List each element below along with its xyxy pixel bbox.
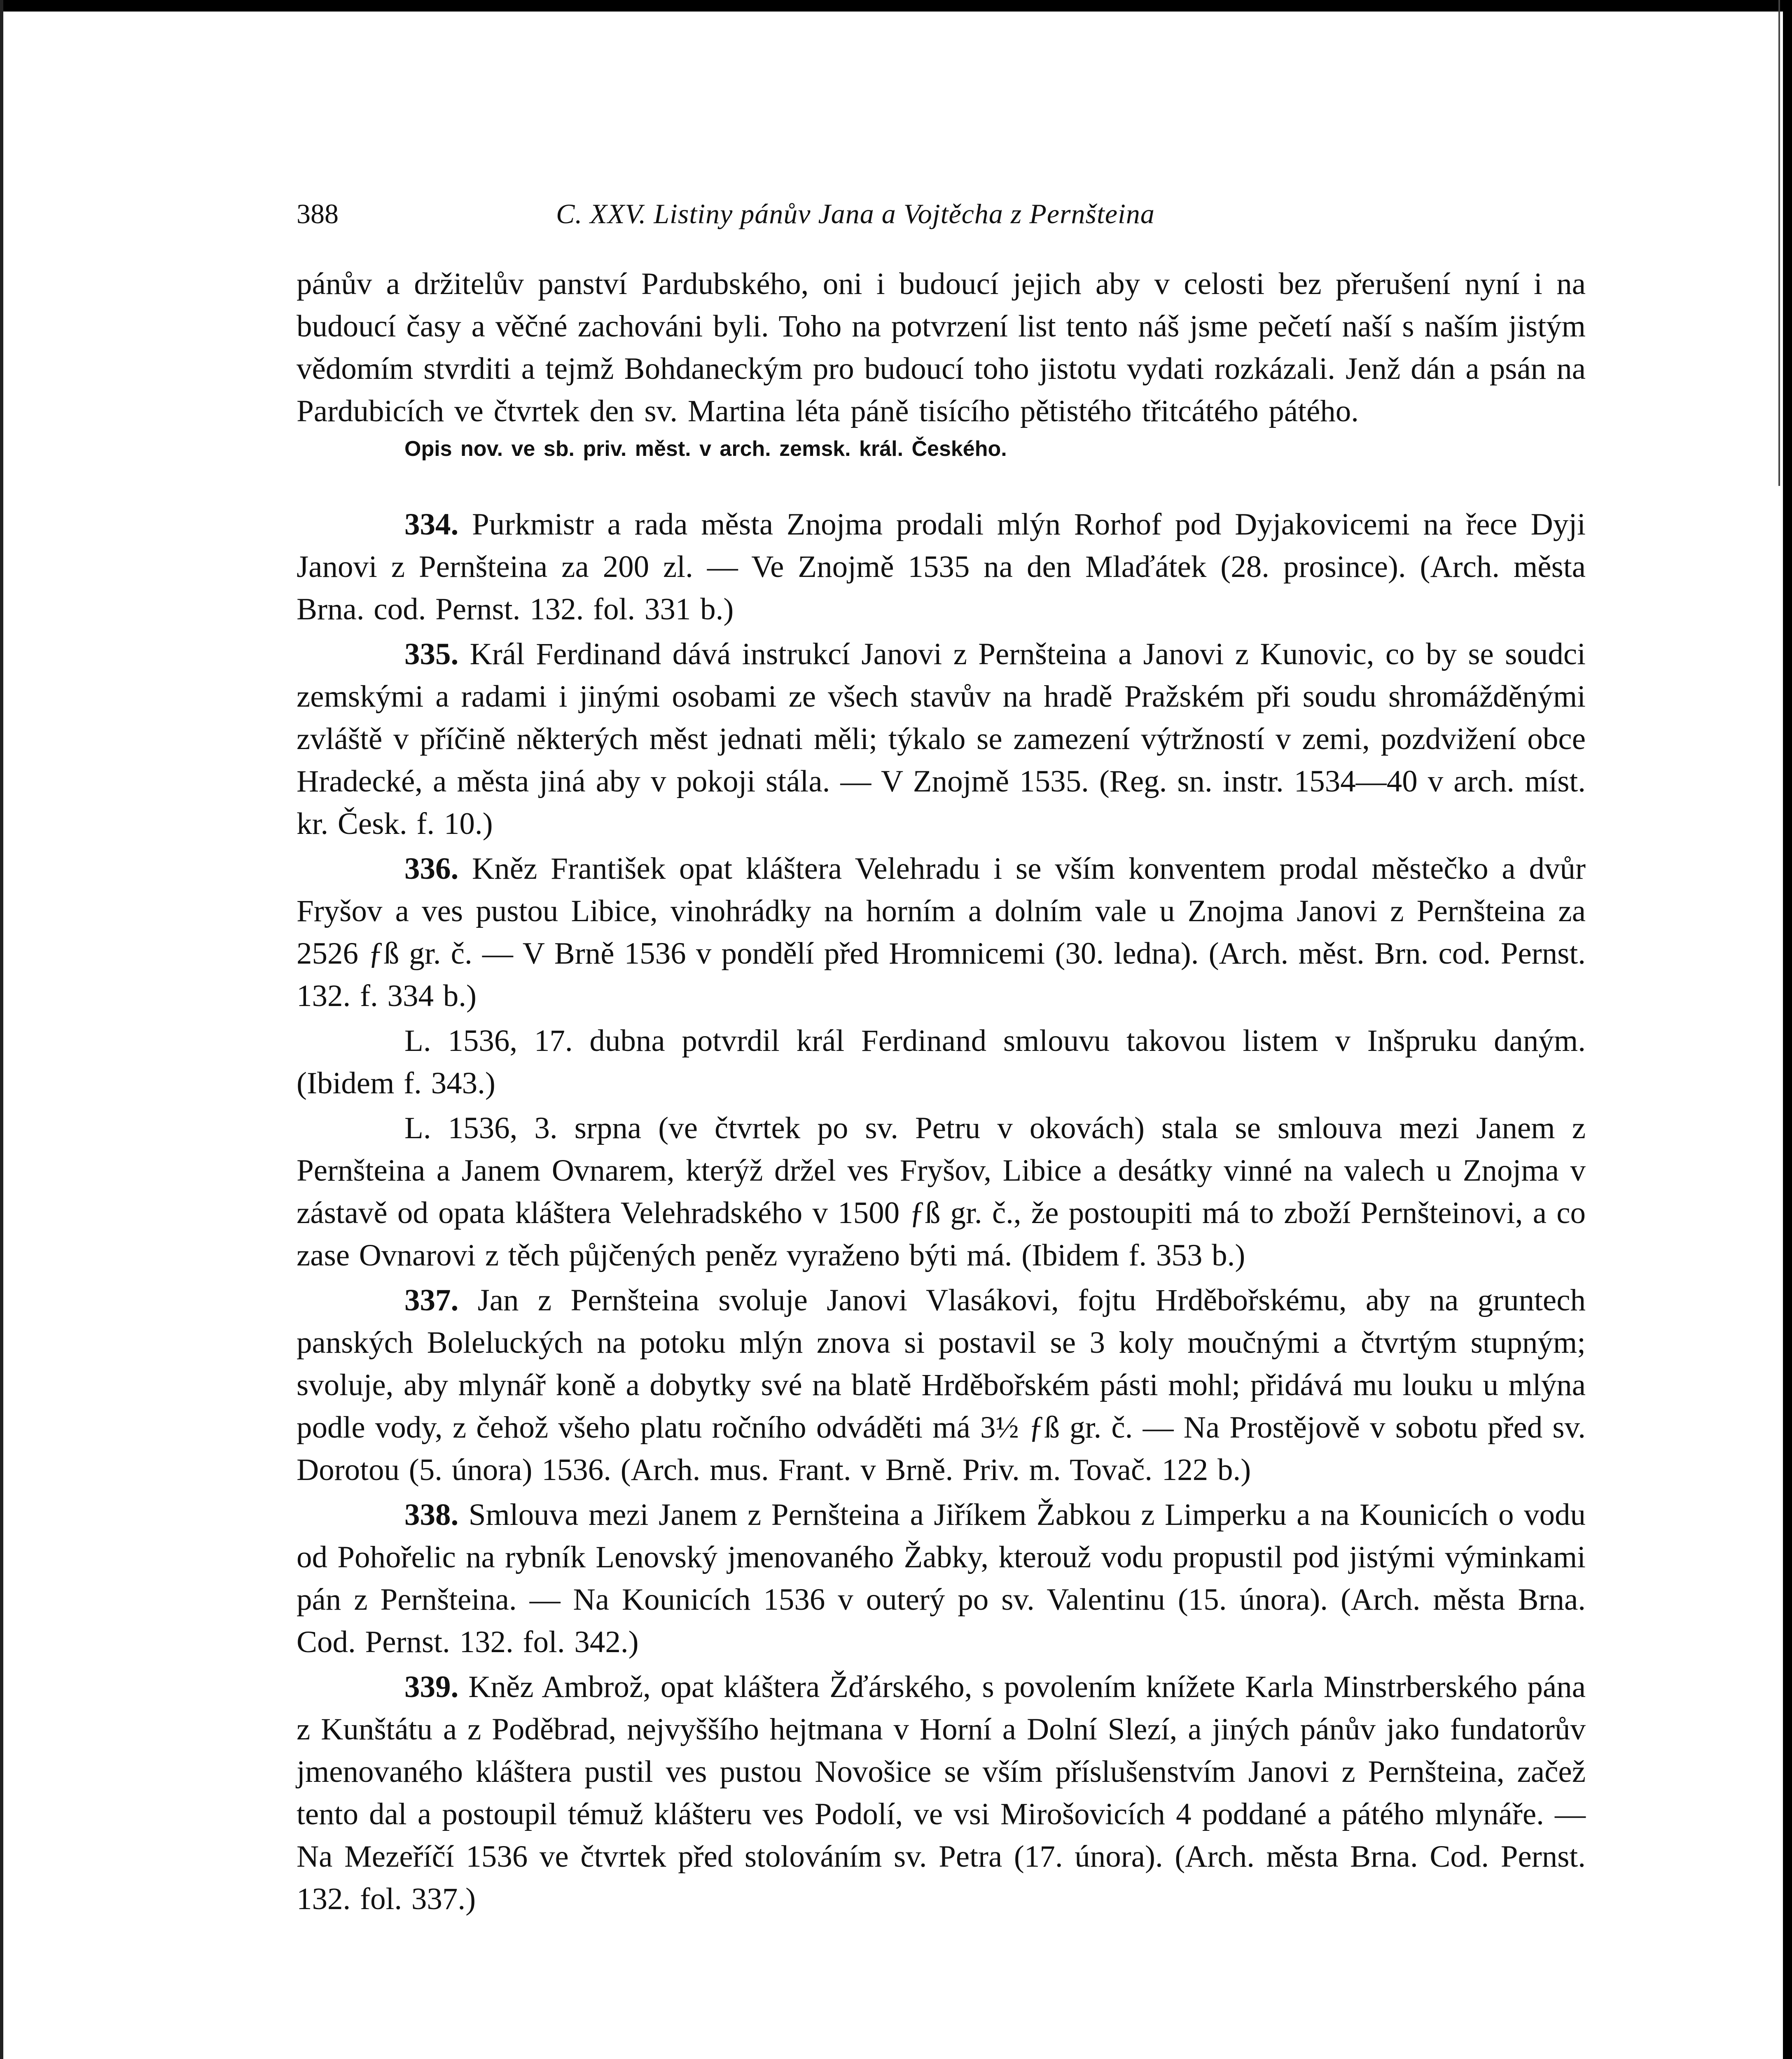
page-number: 388 [297,198,339,229]
entry-text: Smlouva mezi Janem z Pernšteina a Jiříkem Žabkou z Limperku a na Kounicích o vodu od Pohořelic na rybník Lenovský jmenovaného Žabky, kterouž vodu propustil pod jistými výminkami pán z Pernšteina. — Na Kounicích 1536 v outerý po sv. Valentinu (15. února). (Arch. města Brna. Cod. Pernst. 132. fol. 342.) [297,1498,1586,1659]
scan-rule-right [1778,0,1780,486]
entry-number: 339. [404,1670,459,1704]
entry-text: Jan z Pernšteina svoluje Janovi Vlasákovi, fojtu Hrděbořskému, aby na gruntech panských Boleluckých na potoku mlýn znova si postavil se 3 koly moučnými a čtvrtým stupným; svoluje, aby mlynář koně a dobytky své na blatě Hrděbořském pásti mohl; přidává mu louku u mlýna podle vody, z čehož všeho platu ročního odváděti má 3½ ƒß gr. č. — Na Prostějově v sobotu před sv. Dorotou (5. února) 1536. (Arch. mus. Frant. v Brně. Priv. m. Tovač. 122 b.) [297,1283,1586,1487]
entry-335 [297,633,1586,845]
entry-336-note-2 [297,1107,1586,1277]
entry-336 [297,847,1586,1017]
opening-paragraph: pánův a držitelův panství Pardubského, oni i budoucí jejich aby v celosti bez přerušení nyní i na budoucí časy a věčné zachováni byli. Toho na potvrzení list tento náš jsme pečetí naší s naším jistým vědomím stvrditi a tejmž Bohdaneckým pro budoucí toho jistotu vydati rozkázali. Jenž dán a psán na Pardubicích ve čtvrtek den sv. Martina léta páně tisícího pětistého třitcátého pátého. [297,267,1586,428]
entry-text: Kněz František opat kláštera Velehradu i se vším konventem prodal městečko a dvůr Fryšov a ves pustou Libice, vinohrádky na horním a dolním vale u Znojma Janovi z Pernšteina za 2526 ƒß gr. č. — V Brně 1536 v pondělí před Hromnicemi (30. ledna). (Arch. měst. Brn. cod. Pernst. 132. f. 334 b.) [297,852,1586,1013]
entry-number: 334. [404,507,459,542]
entry-338 [297,1494,1586,1663]
running-title: C. XXV. Listiny pánův Jana a Vojtěcha z Pernšteina [556,198,1155,229]
entry-text: L. 1536, 17. dubna potvrdil král Ferdinand smlouvu takovou listem v Inšpruku daným. (Ibidem f. 343.) [297,1024,1586,1100]
entry-text: Kněz Ambrož, opat kláštera Žďárského, s povolením knížete Karla Minstrberského pána z Kunštátu a z Poděbrad, nejvyššího hejtmana v Horní a Dolní Slezí, a jiných pánův jako fundatorův jmenovaného kláštera pustil ves pustou Novošice se vším příslušenstvím Janovi z Pernšteina, začež tento dal a postoupil témuž klášteru ves Podolí, ve vsi Mirošovicích 4 poddané a pátého mlynáře. — Na Mezeříčí 1536 ve čtvrtek před stolováním sv. Petra (17. února). (Arch. města Brna. Cod. Pernst. 132. fol. 337.) [297,1670,1586,1916]
document-page [297,194,1586,1923]
scan-border-top [0,0,1792,12]
entry-text: Král Ferdinand dává instrukcí Janovi z Pernšteina a Janovi z Kunovic, co by se soudci zemskými a radami i jinými osobami ze všech stavův na hradě Pražském při soudu shromážděnými zvláště v příčině některých měst jednati měli; týkalo se zamezení výtržností v zemi, pozdvižení obce Hradecké, a města jiná aby v pokoji stála. — V Znojmě 1535. (Reg. sn. instr. 1534—40 v arch. míst. kr. Česk. f. 10.) [297,637,1586,841]
entry-number: 337. [404,1283,459,1317]
entry-number: 335. [404,637,459,671]
entry-number: 336. [404,852,459,886]
entry-339 [297,1666,1586,1920]
entry-text: L. 1536, 3. srpna (ve čtvrtek po sv. Petru v okovách) stala se smlouva mezi Janem z Pernšteina a Janem Ovnarem, kterýž držel ves Fryšov, Libice a desátky vinné na valech u Znojma v zástavě od opata kláštera Velehradského v 1500 ƒß gr. č., že postoupiti má to zboží Pernšteinovi, a co zase Ovnarovi z těch půjčených peněz vyraženo býti má. (Ibidem f. 353 b.) [297,1111,1586,1272]
entry-text: Purkmistr a rada města Znojma prodali mlýn Rorhof pod Dyjakovicemi na řece Dyji Janovi z Pernšteina za 200 zl. — Ve Znojmě 1535 na den Mlaďátek (28. prosince). (Arch. města Brna. cod. Pernst. 132. fol. 331 b.) [297,507,1586,626]
source-note: Opis nov. ve sb. priv. měst. v arch. zemsk. král. Českého. [404,437,1007,461]
entries-list [297,503,1586,1920]
entry-337 [297,1279,1586,1491]
entry-334 [297,503,1586,630]
entry-number: 338. [404,1498,459,1532]
scan-border-right [1783,0,1792,2059]
entry-336-note-1 [297,1020,1586,1104]
page-header [297,194,1586,243]
scan-border-left [0,0,3,2059]
opening-paragraph-block [297,263,1586,465]
